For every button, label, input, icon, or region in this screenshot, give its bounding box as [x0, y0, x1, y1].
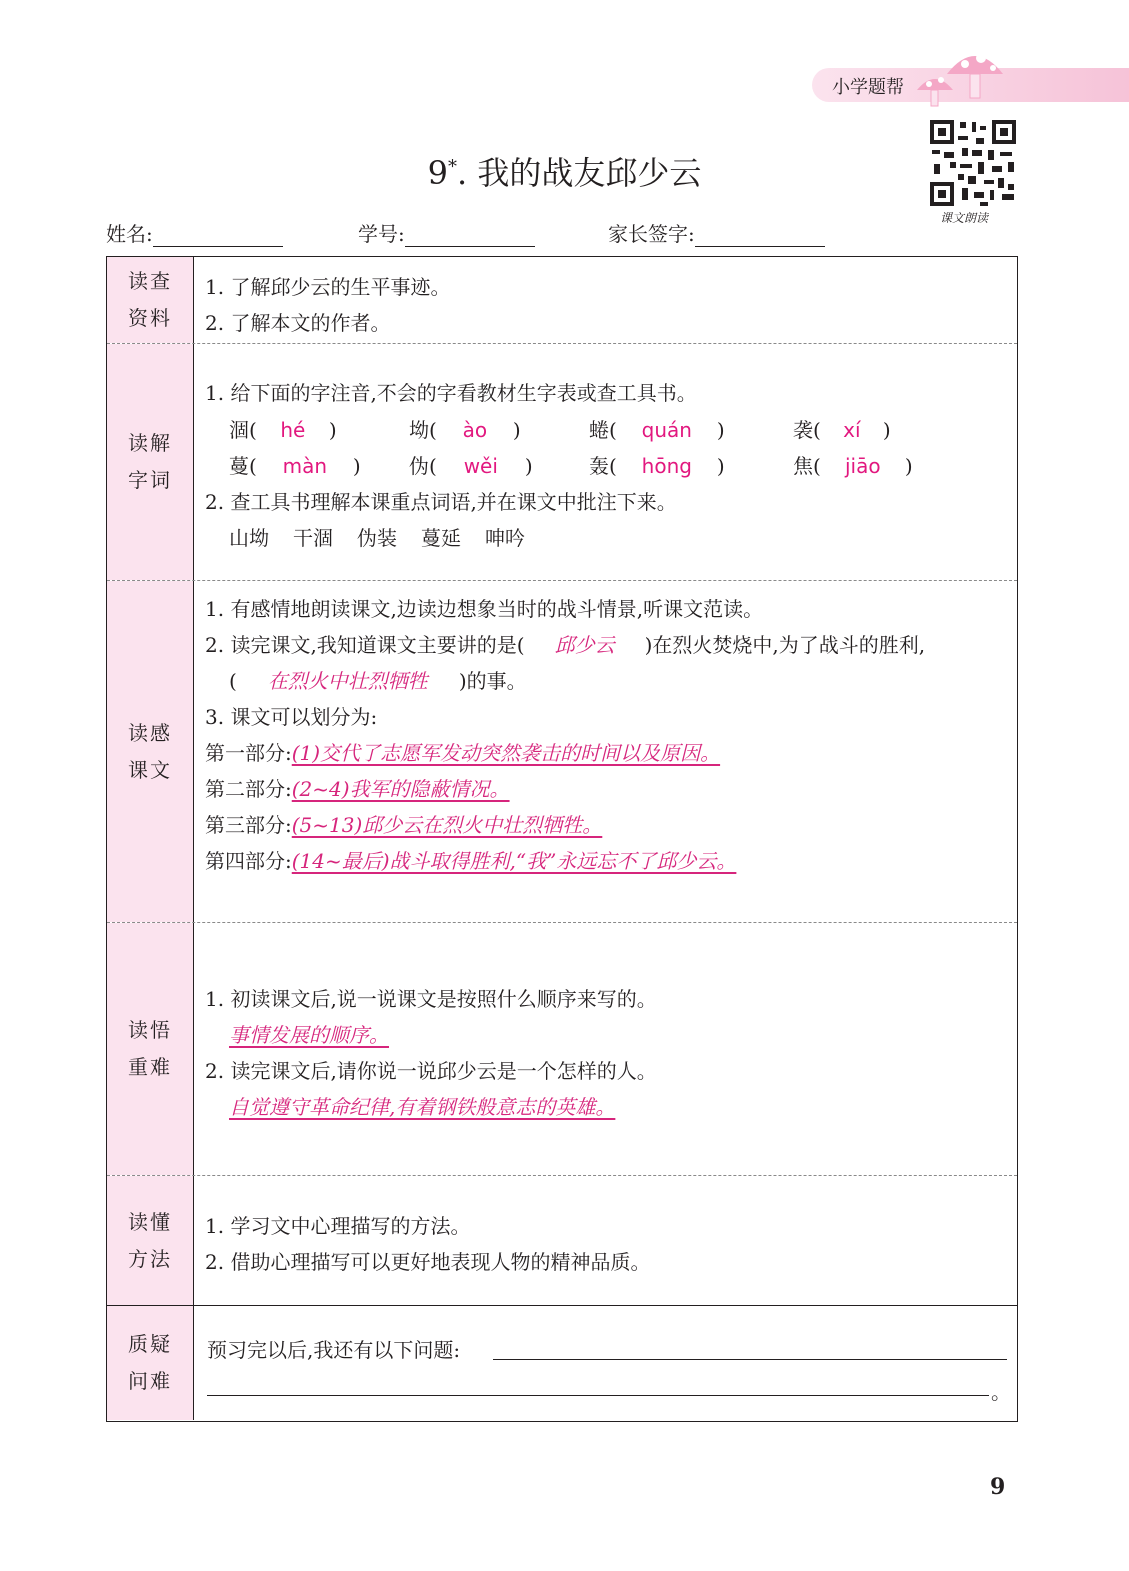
- vocab-word: 蔓延: [421, 526, 461, 550]
- pinyin-item: 伪( wěi ): [409, 454, 533, 478]
- section-label: 读感 课文: [107, 581, 194, 922]
- mushroom-icon: [915, 44, 1005, 110]
- key-question-1: 1. 初读课文后,说一说课文是按照什么顺序来写的。: [205, 987, 657, 1011]
- part-line: 第一部分:(1)交代了志愿军发动突然袭击的时间以及原因。: [205, 741, 721, 765]
- section-label: 质疑 问难: [107, 1306, 194, 1420]
- section-label: 读解 字词: [107, 344, 194, 580]
- section-key-points: [107, 923, 1017, 1176]
- section-materials: [107, 257, 1017, 344]
- pinyin-item: 涸( hé ): [229, 418, 337, 442]
- section-reading: [107, 581, 1017, 923]
- period-mark: 。: [991, 1380, 1011, 1404]
- reading-question-2-cont: ( 在烈火中壮烈牺牲 )的事。: [229, 665, 527, 694]
- answer-line[interactable]: [207, 1395, 989, 1396]
- method-item: 2. 借助心理描写可以更好地表现人物的精神品质。: [205, 1250, 651, 1274]
- pinyin-item: 焦( jiāo ): [793, 454, 913, 478]
- vocab-word: 干涸: [293, 526, 333, 550]
- student-id-blank[interactable]: [405, 224, 535, 247]
- parent-signature-blank[interactable]: [695, 224, 825, 247]
- method-item: 1. 学习文中心理描写的方法。: [205, 1214, 471, 1238]
- section-method: [107, 1176, 1017, 1306]
- lesson-number: 9: [427, 154, 448, 192]
- reading-question-2: 2. 读完课文,我知道课文主要讲的是( 邱少云 )在烈火焚烧中,为了战斗的胜利,: [205, 629, 925, 658]
- answer-text: (5~13)邱少云在烈火中壮烈牺牲。: [291, 813, 603, 837]
- words-question-1: 1. 给下面的字注音,不会的字看教材生字表或查工具书。: [205, 381, 697, 405]
- page-number: 9: [990, 1474, 1006, 1500]
- words-question-2: 2. 查工具书理解本课重点词语,并在课文中批注下来。: [205, 490, 677, 514]
- materials-item: 2. 了解本文的作者。: [205, 311, 391, 335]
- name-field[interactable]: 姓名:: [106, 218, 283, 247]
- reading-question-3: 3. 课文可以划分为:: [205, 705, 378, 729]
- answer-text: (2~4)我军的隐蔽情况。: [291, 777, 510, 801]
- optional-mark: *: [448, 156, 457, 178]
- lesson-title: . 我的战友邱少云: [457, 154, 702, 192]
- answer-text: 在烈火中壮烈牺牲: [267, 669, 428, 693]
- student-info-row: [106, 218, 1006, 248]
- part-line: 第二部分:(2~4)我军的隐蔽情况。: [205, 777, 510, 801]
- key-question-2: 2. 读完课文后,请你说一说邱少云是一个怎样的人。: [205, 1059, 657, 1083]
- section-label: 读悟 重难: [107, 923, 194, 1175]
- answer-text: (1)交代了志愿军发动突然袭击的时间以及原因。: [291, 741, 721, 765]
- qr-caption: 课文朗读: [940, 211, 989, 225]
- pinyin-item: 蔓( màn ): [229, 454, 361, 478]
- vocab-word: 伪装: [357, 526, 397, 550]
- brand-name: 小学题帮: [832, 77, 904, 98]
- vocab-word: 呻吟: [485, 526, 525, 550]
- answer-text: 事情发展的顺序。: [229, 1023, 389, 1047]
- section-words: [107, 344, 1017, 581]
- pinyin-item: 袭( xí ): [793, 418, 891, 442]
- vocab-word: 山坳: [229, 526, 269, 550]
- parent-signature-field[interactable]: 家长签字:: [608, 218, 825, 247]
- page-title: [0, 148, 1129, 194]
- section-label: 读查 资料: [107, 257, 194, 343]
- pinyin-item: 坳( ào ): [409, 418, 521, 442]
- part-line: 第三部分:(5~13)邱少云在烈火中壮烈牺牲。: [205, 813, 603, 837]
- answer-text: 自觉遵守革命纪律,有着钢铁般意志的英雄。: [229, 1095, 616, 1119]
- pinyin-item: 轰( hōng ): [589, 454, 725, 478]
- worksheet-table: [106, 256, 1018, 1422]
- answer-text: (14~最后)战斗取得胜利,“我”永远忘不了邱少云。: [291, 849, 737, 873]
- student-id-field[interactable]: 学号:: [358, 218, 535, 247]
- reading-question-1: 1. 有感情地朗读课文,边读边想象当时的战斗情景,听课文范读。: [205, 597, 764, 621]
- section-questions: [107, 1306, 1017, 1420]
- name-blank[interactable]: [153, 224, 283, 247]
- answer-line[interactable]: [493, 1359, 1007, 1360]
- answer-text: 邱少云: [554, 633, 615, 657]
- vocab-list: [229, 522, 549, 551]
- materials-item: 1. 了解邱少云的生平事迹。: [205, 275, 451, 299]
- part-line: 第四部分:(14~最后)战斗取得胜利,“我”永远忘不了邱少云。: [205, 849, 737, 873]
- pinyin-item: 蜷( quán ): [589, 418, 725, 442]
- questions-prompt: 预习完以后,我还有以下问题:: [207, 1338, 461, 1362]
- section-label: 读懂 方法: [107, 1176, 194, 1305]
